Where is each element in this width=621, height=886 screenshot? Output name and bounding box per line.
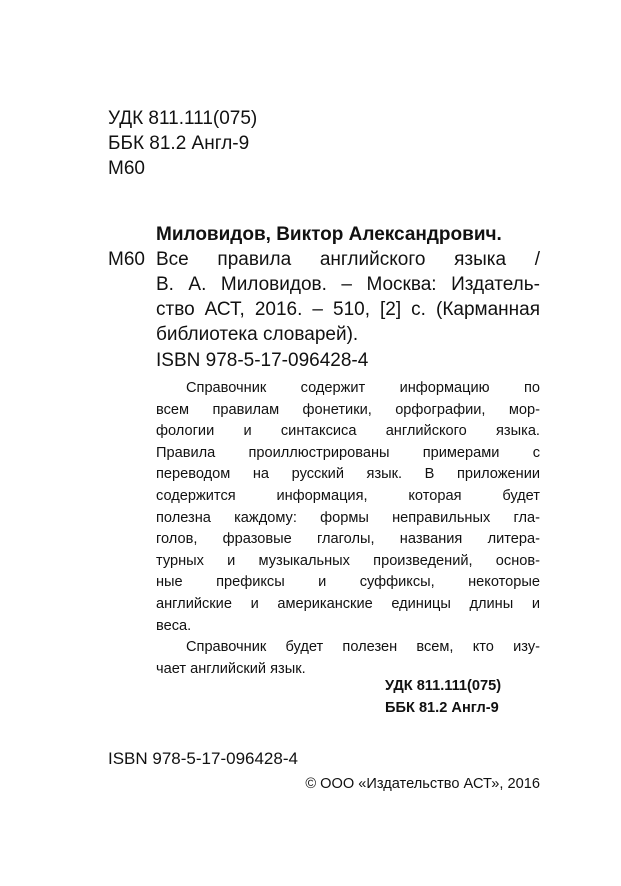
annotation-line: Правила проиллюстрированы примерами с	[156, 444, 540, 461]
entry-isbn: ISBN 978-5-17-096428-4	[156, 350, 369, 371]
annotation-line: ные префиксы и суффиксы, некоторые	[156, 574, 540, 591]
annotation-line: чает английский язык.	[156, 660, 306, 677]
annotation-line: переводом на русский язык. В приложении	[156, 466, 540, 483]
annotation-line: всем правилам фонетики, орфографии, мор-	[156, 401, 540, 418]
entry-author-mark: М60	[108, 249, 145, 270]
footer-bbk: ББК 81.2 Англ-9	[385, 699, 499, 716]
author-mark: М60	[108, 158, 145, 179]
annotation-line: полезна каждому: формы неправильных гла-	[156, 509, 540, 526]
classification-block	[108, 106, 257, 181]
bibliographic-description	[156, 247, 540, 347]
annotation-line: Справочник будет полезен всем, кто изу-	[186, 639, 540, 656]
annotation-line: английские и американские единицы длины и	[156, 595, 540, 612]
udk-code: УДК 811.111(075)	[108, 108, 258, 129]
annotation-line: турных и музыкальных произведений, основ-	[156, 552, 540, 569]
footer-isbn: ISBN 978-5-17-096428-4	[108, 749, 298, 768]
copyright-line: © ООО «Издательство АСТ», 2016	[305, 776, 540, 792]
footer-udk: УДК 811.111(075)	[385, 678, 502, 694]
bib-line: Все правила английского языка /	[156, 249, 540, 270]
annotation-line: содержится информация, которая будет	[156, 487, 540, 504]
annotation-line: голов, фразовые глаголы, названия литера-	[156, 531, 540, 548]
annotation-line: фологии и синтаксиса английского языка.	[156, 423, 540, 440]
annotation-line: Справочник содержит информацию по	[186, 380, 540, 396]
bbk-code: ББК 81.2 Англ-9	[108, 133, 250, 154]
annotation	[156, 378, 540, 680]
annotation-line: веса.	[156, 617, 192, 634]
bib-line: библиотека словарей).	[156, 324, 359, 345]
footer-codes	[385, 676, 501, 719]
bib-line: В. А. Миловидов. – Москва: Издатель-	[156, 274, 540, 295]
bib-line: ство АСТ, 2016. – 510, [2] с. (Карманная	[156, 299, 540, 320]
author-name: Миловидов, Виктор Александрович.	[156, 224, 502, 245]
